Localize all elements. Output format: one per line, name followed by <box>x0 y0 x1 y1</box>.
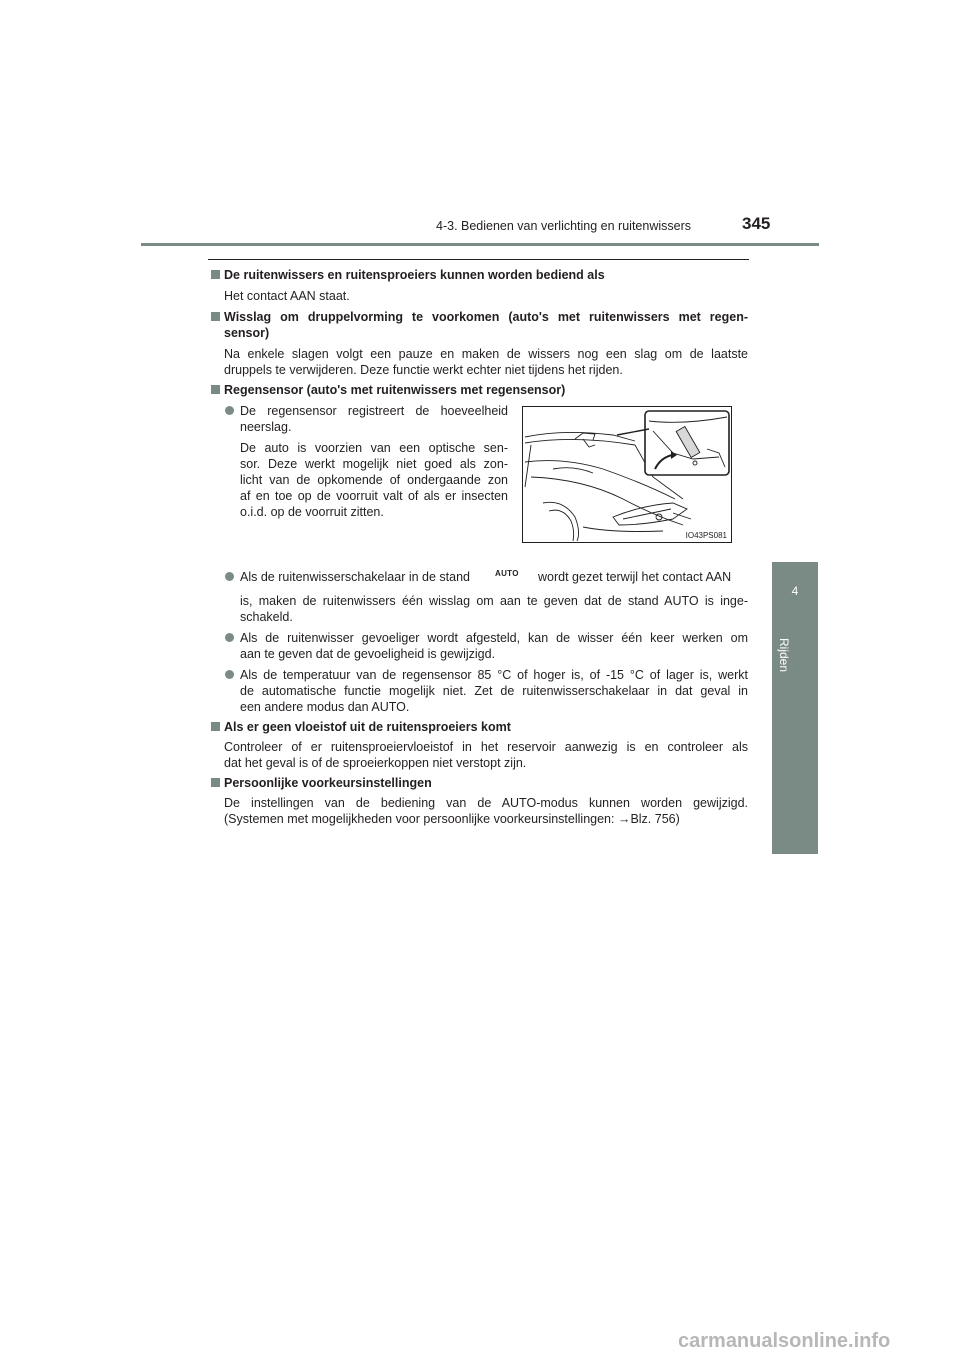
watermark: carmanualsonline.info <box>678 1330 891 1352</box>
chapter-tab <box>772 562 818 854</box>
section-body: Het contact AAN staat. <box>224 289 350 303</box>
bullet-text-cont: schakeld. <box>240 610 293 624</box>
section-heading: De ruitenwissers en ruitensproeiers kunnen worden bediend als <box>224 268 605 282</box>
bullet-text: De regensensor registreert de hoeveelheid <box>240 404 508 418</box>
square-bullet-icon <box>211 778 220 787</box>
header-rule <box>141 243 819 246</box>
section-body-cont: (Systemen met mogelijkheden voor persoonlijke voorkeursinstellingen: →Blz. 756) <box>224 812 680 826</box>
section-header: 4-3. Bedienen van verlichting en ruitenwissers <box>436 219 691 233</box>
bullet-para: o.i.d. op de voorruit zitten. <box>240 505 384 519</box>
bullet-text-cont: aan te geven dat de gevoeligheid is gewijzigd. <box>240 647 496 661</box>
bullet-text-cont: neerslag. <box>240 420 292 434</box>
content-top-rule <box>208 259 749 260</box>
bullet-text: wordt gezet terwijl het contact AAN <box>538 570 732 584</box>
round-bullet-icon <box>225 670 234 679</box>
section-heading: Persoonlijke voorkeursinstellingen <box>224 776 432 790</box>
bullet-text: Als de temperatuur van de regensensor 85 °C of hoger is, of -15 °C of lager is, werkt <box>240 668 748 682</box>
round-bullet-icon <box>225 406 234 415</box>
auto-mode-icon: AUTO <box>495 569 519 578</box>
section-heading-cont: sensor) <box>224 326 270 340</box>
section-heading: Regensensor (auto's met ruitenwissers met regensensor) <box>224 383 566 397</box>
round-bullet-icon <box>225 572 234 581</box>
section-heading: Als er geen vloeistof uit de ruitensproeiers komt <box>224 720 511 734</box>
square-bullet-icon <box>211 312 220 321</box>
section-body: Na enkele slagen volgt een pauze en maken de wissers nog een slag om de laatste <box>224 347 748 361</box>
page-number: 345 <box>742 214 771 233</box>
square-bullet-icon <box>211 722 220 731</box>
square-bullet-icon <box>211 270 220 279</box>
chapter-tab-label: Rijden <box>777 638 791 673</box>
car-windshield-drawing <box>523 407 731 542</box>
bullet-text-cont: de automatische functie mogelijk niet. Zet de ruitenwisserschakelaar in dat geval in <box>240 684 748 698</box>
bullet-para: sor. Deze werkt mogelijk niet goed als zon- <box>240 457 508 471</box>
bullet-text-cont: een andere modus dan AUTO. <box>240 700 410 714</box>
section-heading: Wisslag om druppelvorming te voorkomen (auto's met ruitenwissers met regen- <box>224 310 748 324</box>
chapter-tab-number: 4 <box>791 584 799 598</box>
bullet-para: De auto is voorzien van een optische sen- <box>240 441 508 455</box>
figure-code: IO43PS081 <box>685 531 727 540</box>
section-body-cont: dat het geval is of de sproeierkoppen niet verstopt zijn. <box>224 756 527 770</box>
bullet-text-cont: is, maken de ruitenwissers één wisslag om aan te geven dat de stand AUTO is inge- <box>240 594 748 608</box>
bullet-para: af en toe op de voorruit valt of als er insecten <box>240 489 508 503</box>
round-bullet-icon <box>225 633 234 642</box>
square-bullet-icon <box>211 385 220 394</box>
section-body: De instellingen van de bediening van de AUTO-modus kunnen worden gewijzigd. <box>224 796 748 810</box>
rain-sensor-illustration <box>522 406 732 543</box>
bullet-para: licht van de opkomende of ondergaande zon <box>240 473 508 487</box>
bullet-text: Als de ruitenwisser gevoeliger wordt afgesteld, kan de wisser één keer werken om <box>240 631 748 645</box>
section-body-cont: druppels te verwijderen. Deze functie werkt echter niet tijdens het rijden. <box>224 363 623 377</box>
bullet-text: Als de ruitenwisserschakelaar in de stand <box>240 570 470 584</box>
section-body: Controleer of er ruitensproeiervloeistof in het reservoir aanwezig is en controleer als <box>224 740 748 754</box>
